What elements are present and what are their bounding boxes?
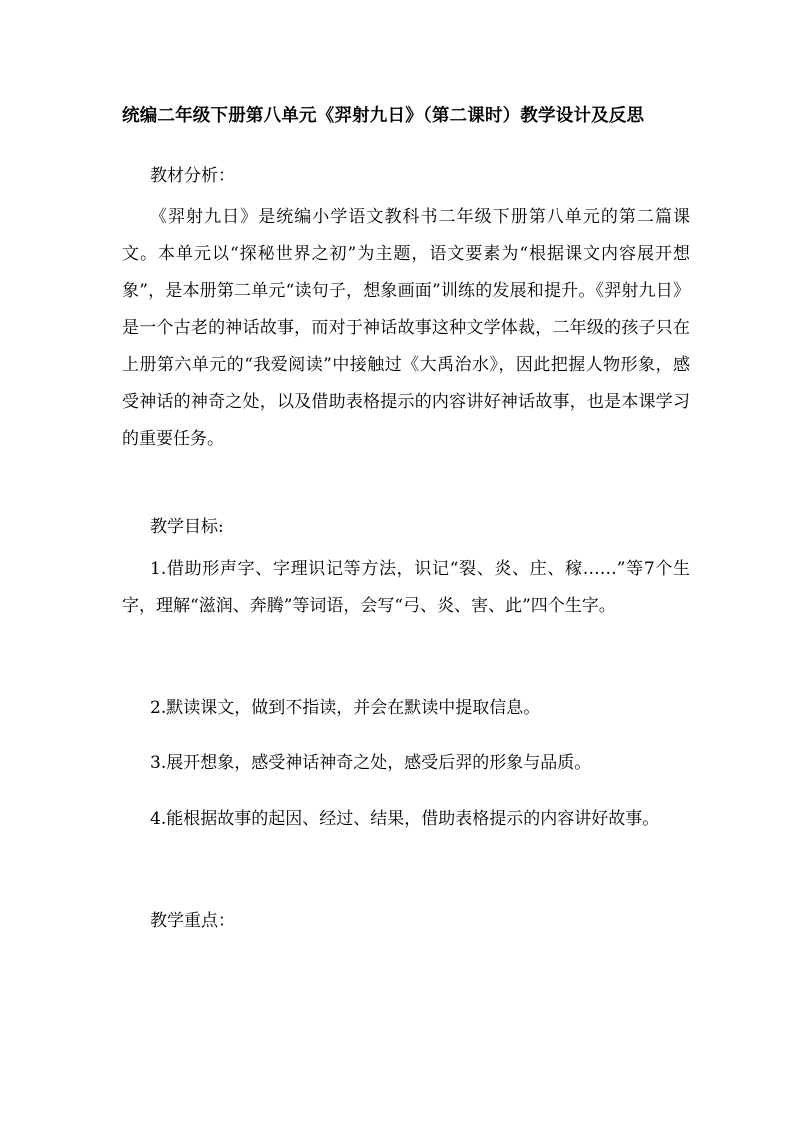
analysis-paragraph: 《羿射九日》是统编小学语文教科书二年级下册第八单元的第二篇课文。本单元以“探秘世界之初”为主题，语文要素为“根据课文内容展开想象”，是本册第二单元“读句子，想象画面”训练的发展和提升。《羿射九日》是一个古老的神话故事，而对于神话故事这种文学体裁，二年级的孩子只在上册第六单元的“我爱阅读”中接触过《大禹治水》，因此把握人物形象，感受神话的神奇之处，以及借助表格提示的内容讲好神话故事，也是本课学习的重要任务。: [122, 207, 690, 449]
document-title: 统编二年级下册第八单元《羿射九日》（第二课时）教学设计及反思: [122, 106, 645, 126]
analysis-heading: 教材分析：: [150, 166, 235, 186]
goal-item-2: 2.默读课文，做到不指读，并会在默读中提取信息。: [150, 698, 541, 718]
goals-heading: 教学目标:: [150, 517, 224, 537]
goal-item-3: 3.展开想象，感受神话神奇之处，感受后羿的形象与品质。: [150, 753, 592, 773]
key-points-heading: 教学重点：: [150, 911, 235, 931]
goal-item-1: 1.借助形声字、字理识记等方法，识记“裂、炎、庄、稼……”等7个生字，理解“滋润、奔腾”等词语，会写“弓、炎、害、此”四个生字。: [122, 559, 690, 616]
goal-item-4: 4.能根据故事的起因、经过、结果，借助表格提示的内容讲好故事。: [150, 809, 660, 829]
